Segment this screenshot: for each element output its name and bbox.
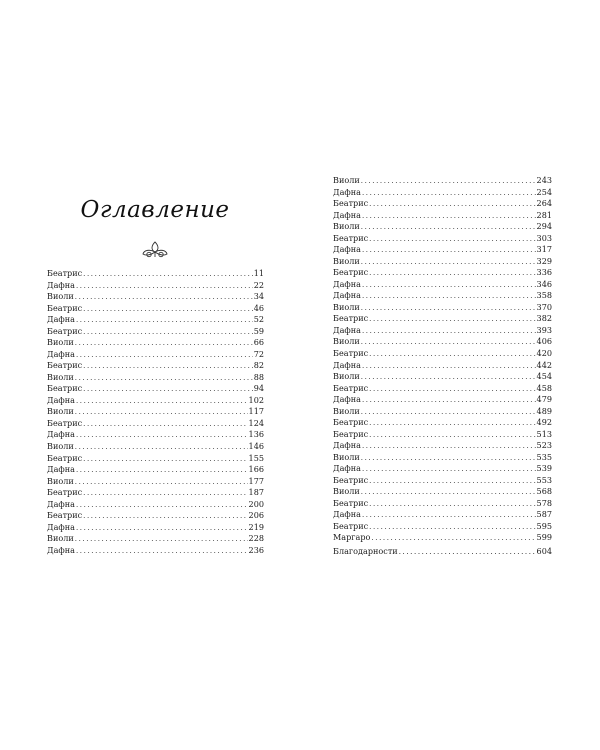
dot-leader <box>362 464 536 476</box>
toc-entry-page: 236 <box>248 544 264 555</box>
toc-entry-page: 370 <box>536 301 552 312</box>
toc-entry-page: 243 <box>536 175 552 185</box>
toc-entry <box>333 509 552 521</box>
toc-entry-page: 72 <box>253 348 264 359</box>
floral-ornament-icon <box>140 240 170 258</box>
dot-leader <box>361 257 536 269</box>
toc-entry-page: 22 <box>253 279 264 290</box>
dot-leader <box>361 337 536 349</box>
toc-entry <box>47 464 264 476</box>
toc-entry-page: 420 <box>536 347 552 358</box>
dot-leader <box>369 476 535 488</box>
toc-entry-name: Беатрис <box>333 417 369 428</box>
toc-entry <box>47 441 264 453</box>
toc-entry-name: Виоли <box>47 291 74 302</box>
dot-leader <box>83 511 247 523</box>
toc-entry-name: Виоли <box>333 221 360 232</box>
toc-entry-page: 489 <box>536 405 552 416</box>
toc-entry-name: Дафна <box>333 290 361 301</box>
dot-leader <box>362 326 536 338</box>
toc-entry-name: Виоли <box>47 533 74 544</box>
toc-entry-name: Виоли <box>333 301 360 312</box>
toc-entry <box>333 452 552 464</box>
dot-leader <box>362 441 536 453</box>
toc-entry-page: 604 <box>536 546 552 556</box>
toc-entry-page: 52 <box>253 314 264 325</box>
toc-entry-page: 155 <box>248 452 264 463</box>
dot-leader <box>362 361 536 373</box>
toc-entry <box>333 279 552 291</box>
toc-entry <box>47 487 264 499</box>
toc-entry-name: Беатрис <box>47 417 83 428</box>
toc-entry <box>47 522 264 534</box>
toc-entry <box>47 372 264 384</box>
toc-entry-name: Беатрис <box>333 497 369 508</box>
dot-leader <box>361 222 536 234</box>
toc-entry-page: 88 <box>253 371 264 382</box>
dot-leader <box>75 338 253 350</box>
toc-entry <box>333 498 552 510</box>
toc-entry-name: Дафна <box>333 463 361 474</box>
toc-entry-name: Виоли <box>47 440 74 451</box>
toc-entry-name: Беатрис <box>333 428 369 439</box>
toc-entry-name: Виоли <box>333 255 360 266</box>
toc-entry <box>333 463 552 475</box>
dot-leader <box>362 280 536 292</box>
toc-entry-page: 146 <box>248 440 264 451</box>
toc-entry <box>333 532 552 544</box>
toc-entry-page: 59 <box>253 325 264 336</box>
dot-leader <box>75 442 248 454</box>
toc-entry <box>333 371 552 383</box>
toc-entry-page: 553 <box>536 474 552 485</box>
toc-entry-page: 535 <box>536 451 552 462</box>
toc-entry-page: 46 <box>253 302 264 313</box>
dot-leader <box>76 281 253 293</box>
toc-entry-name: Дафна <box>47 429 75 440</box>
toc-entry <box>333 267 552 279</box>
toc-entry-name: Беатрис <box>47 452 83 463</box>
dot-leader <box>369 314 535 326</box>
toc-entry-name: Беатрис <box>47 487 83 498</box>
toc-entry <box>47 360 264 372</box>
dot-leader <box>369 349 535 361</box>
dot-leader <box>362 188 536 200</box>
toc-entry <box>333 336 552 348</box>
toc-entry-page: 177 <box>248 475 264 486</box>
toc-entry-acknowledgements <box>333 546 552 559</box>
toc-entry-name: Беатрис <box>333 198 369 209</box>
dot-leader <box>369 384 535 396</box>
toc-entry <box>47 533 264 545</box>
toc-entry-page: 34 <box>253 291 264 302</box>
toc-entry <box>333 521 552 533</box>
dot-leader <box>76 350 253 362</box>
toc-entry-name: Виоли <box>47 371 74 382</box>
toc-entry <box>47 545 264 557</box>
toc-entry-page: 294 <box>536 221 552 232</box>
toc-entry <box>333 406 552 418</box>
toc-entry <box>333 429 552 441</box>
toc-entry-name: Дафна <box>47 348 75 359</box>
toc-left-column <box>47 268 264 556</box>
toc-right-column <box>333 175 552 544</box>
toc-entry-name: Маргаро <box>333 532 371 543</box>
dot-leader <box>76 396 248 408</box>
toc-entry <box>47 510 264 522</box>
toc-entry <box>333 360 552 372</box>
toc-entry-name: Дафна <box>47 314 75 325</box>
toc-entry-page: 539 <box>536 463 552 474</box>
dot-leader <box>83 454 247 466</box>
toc-entry-page: 281 <box>536 209 552 220</box>
toc-entry <box>333 486 552 498</box>
toc-entry <box>47 418 264 430</box>
dot-leader <box>83 419 247 431</box>
toc-entry <box>333 256 552 268</box>
dot-leader <box>76 430 248 442</box>
toc-entry-page: 578 <box>536 497 552 508</box>
toc-entry-name: Виоли <box>47 475 74 486</box>
toc-entry-page: 254 <box>536 186 552 197</box>
dot-leader <box>83 384 253 396</box>
toc-entry <box>333 325 552 337</box>
dot-leader <box>76 546 248 558</box>
dot-leader <box>362 395 536 407</box>
dot-leader <box>361 487 536 499</box>
dot-leader <box>83 269 253 281</box>
dot-leader <box>369 418 535 430</box>
dot-leader <box>75 407 248 419</box>
toc-entry-name: Беатрис <box>47 325 83 336</box>
toc-entry-name: Дафна <box>47 521 75 532</box>
toc-entry-name: Беатрис <box>333 520 369 531</box>
toc-entry-page: 124 <box>248 417 264 428</box>
toc-entry <box>333 187 552 199</box>
dot-leader <box>83 361 253 373</box>
toc-entry <box>333 383 552 395</box>
toc-entry-name: Беатрис <box>333 313 369 324</box>
page-title: Оглавление <box>80 197 230 223</box>
toc-entry-name: Беатрис <box>47 383 83 394</box>
toc-entry-name: Дафна <box>47 498 75 509</box>
dot-leader <box>76 315 253 327</box>
toc-entry <box>47 314 264 326</box>
toc-entry <box>333 302 552 314</box>
toc-entry-page: 82 <box>253 360 264 371</box>
dot-leader <box>369 234 535 246</box>
dot-leader <box>362 211 536 223</box>
toc-entry <box>333 417 552 429</box>
dot-leader <box>369 499 535 511</box>
toc-entry-page: 492 <box>536 417 552 428</box>
toc-entry-name: Дафна <box>333 278 361 289</box>
toc-entry-name: Беатрис <box>333 347 369 358</box>
toc-entry-page: 117 <box>248 406 264 417</box>
dot-leader <box>361 407 536 419</box>
toc-entry-page: 187 <box>248 487 264 498</box>
toc-entry-page: 346 <box>536 278 552 289</box>
toc-entry-name: Дафна <box>333 244 361 255</box>
toc-entry-name: Беатрис <box>333 267 369 278</box>
dot-leader <box>83 327 253 339</box>
dot-leader <box>83 304 253 316</box>
dot-leader <box>76 523 248 535</box>
toc-entry <box>47 395 264 407</box>
toc-entry-page: 11 <box>253 268 264 278</box>
toc-entry <box>47 406 264 418</box>
toc-entry <box>333 394 552 406</box>
dot-leader <box>76 500 248 512</box>
toc-entry-name: Дафна <box>47 544 75 555</box>
dot-leader <box>75 534 248 546</box>
toc-entry-page: 303 <box>536 232 552 243</box>
toc-entry <box>47 326 264 338</box>
toc-entry-name: Виоли <box>47 406 74 417</box>
toc-entry <box>47 429 264 441</box>
toc-entry-page: 479 <box>536 394 552 405</box>
toc-entry-name: Дафна <box>333 324 361 335</box>
toc-entry <box>47 268 264 280</box>
toc-entry <box>333 175 552 187</box>
toc-entry-page: 102 <box>248 394 264 405</box>
toc-entry <box>47 453 264 465</box>
toc-entry <box>333 290 552 302</box>
toc-entry <box>47 499 264 511</box>
toc-entry <box>333 440 552 452</box>
toc-entry-page: 219 <box>248 521 264 532</box>
toc-entry <box>47 280 264 292</box>
dot-leader <box>371 533 535 545</box>
toc-entry-page: 523 <box>536 440 552 451</box>
toc-entry-page: 595 <box>536 520 552 531</box>
toc-entry-name: Виоли <box>333 175 360 185</box>
dot-leader <box>362 510 536 522</box>
toc-entry <box>333 210 552 222</box>
toc-entry-page: 264 <box>536 198 552 209</box>
toc-entry-name: Благодарности <box>333 546 398 556</box>
toc-entry-page: 442 <box>536 359 552 370</box>
toc-entry-name: Дафна <box>333 394 361 405</box>
toc-entry-name: Беатрис <box>333 382 369 393</box>
toc-entry-name: Виоли <box>47 337 74 348</box>
toc-entry-page: 200 <box>248 498 264 509</box>
dot-leader <box>362 291 536 303</box>
toc-entry <box>333 475 552 487</box>
dot-leader <box>369 268 535 280</box>
toc-entry <box>47 476 264 488</box>
dot-leader <box>76 465 248 477</box>
dot-leader <box>361 453 536 465</box>
toc-entry-page: 94 <box>253 383 264 394</box>
toc-entry-name: Виоли <box>333 451 360 462</box>
toc-entry <box>47 291 264 303</box>
toc-entry-page: 454 <box>536 371 552 382</box>
toc-entry-name: Беатрис <box>47 268 83 278</box>
dot-leader <box>369 522 535 534</box>
toc-entry-page: 336 <box>536 267 552 278</box>
toc-entry-page: 166 <box>248 464 264 475</box>
toc-entry-name: Дафна <box>333 509 361 520</box>
toc-entry-name: Беатрис <box>47 302 83 313</box>
toc-entry-page: 206 <box>248 510 264 521</box>
dot-leader <box>369 430 535 442</box>
toc-entry <box>47 303 264 315</box>
dot-leader <box>399 547 536 559</box>
toc-entry-name: Беатрис <box>47 510 83 521</box>
dot-leader <box>361 176 536 188</box>
toc-entry-name: Дафна <box>47 464 75 475</box>
toc-entry-name: Дафна <box>333 186 361 197</box>
dot-leader <box>361 372 536 384</box>
toc-entry-name: Виоли <box>333 486 360 497</box>
toc-entry-name: Дафна <box>333 209 361 220</box>
toc-entry-page: 317 <box>536 244 552 255</box>
toc-entry-page: 587 <box>536 509 552 520</box>
toc-entry-page: 136 <box>248 429 264 440</box>
toc-entry <box>333 244 552 256</box>
toc-entry-page: 568 <box>536 486 552 497</box>
toc-entry-page: 382 <box>536 313 552 324</box>
dot-leader <box>83 488 247 500</box>
toc-entry-page: 599 <box>536 532 552 543</box>
dot-leader <box>362 245 536 257</box>
toc-entry-page: 66 <box>253 337 264 348</box>
dot-leader <box>369 199 535 211</box>
toc-entry-name: Беатрис <box>333 474 369 485</box>
toc-entry <box>47 337 264 349</box>
toc-entry-name: Виоли <box>333 371 360 382</box>
dot-leader <box>75 292 253 304</box>
toc-entry <box>47 383 264 395</box>
toc-entry-name: Дафна <box>333 440 361 451</box>
dot-leader <box>361 303 536 315</box>
toc-entry-name: Беатрис <box>47 360 83 371</box>
toc-entry-page: 406 <box>536 336 552 347</box>
toc-entry-page: 228 <box>248 533 264 544</box>
toc-entry <box>333 198 552 210</box>
toc-entry-name: Виоли <box>333 336 360 347</box>
toc-entry-name: Виоли <box>333 405 360 416</box>
toc-entry-name: Дафна <box>333 359 361 370</box>
toc-entry-page: 393 <box>536 324 552 335</box>
toc-entry-page: 329 <box>536 255 552 266</box>
toc-entry-page: 458 <box>536 382 552 393</box>
toc-entry <box>333 313 552 325</box>
toc-entry <box>333 348 552 360</box>
toc-entry <box>333 221 552 233</box>
toc-entry-name: Дафна <box>47 279 75 290</box>
dot-leader <box>75 373 253 385</box>
dot-leader <box>75 477 248 489</box>
toc-entry-name: Беатрис <box>333 232 369 243</box>
toc-entry-name: Дафна <box>47 394 75 405</box>
toc-entry-page: 358 <box>536 290 552 301</box>
toc-entry <box>47 349 264 361</box>
toc-entry <box>333 233 552 245</box>
toc-entry-page: 513 <box>536 428 552 439</box>
